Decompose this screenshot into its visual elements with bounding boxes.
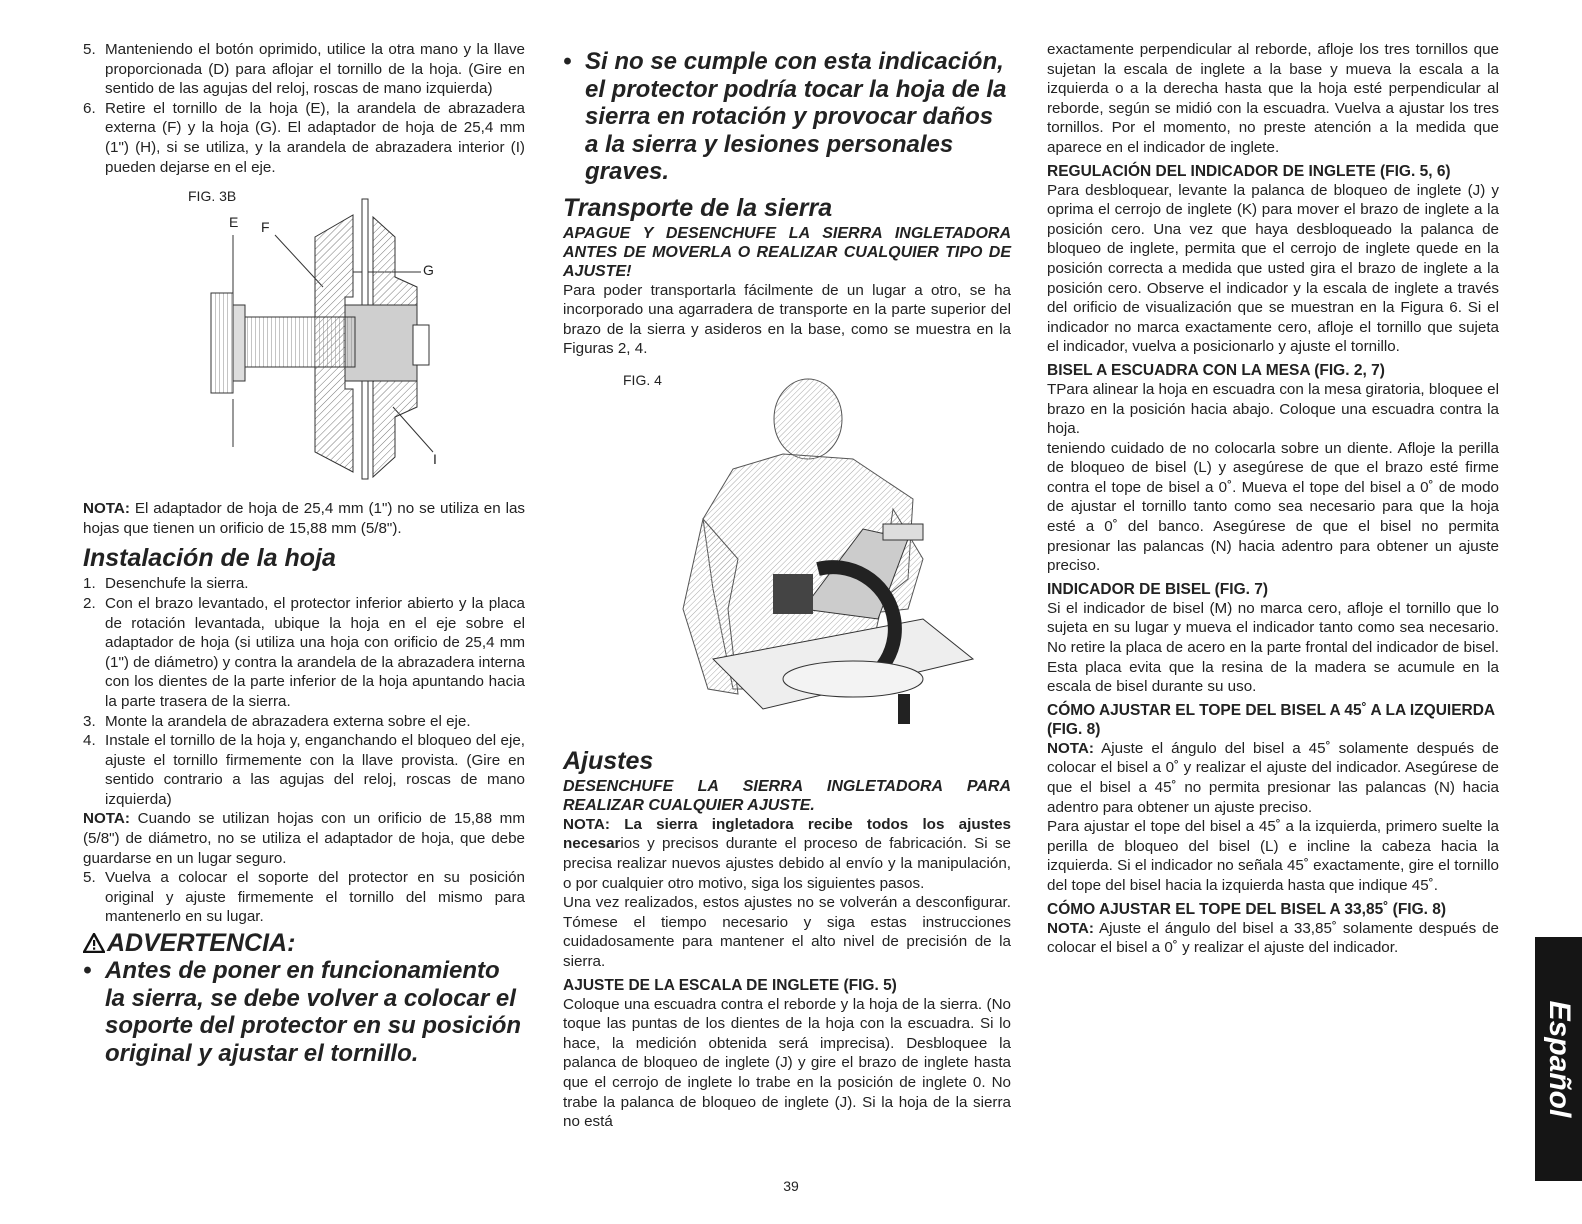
list-number: 2. <box>83 594 96 612</box>
page-number: 39 <box>783 1178 799 1194</box>
warning-text: Si no se cumple con esta indicación, el protector podría tocar la hoja de la sierra en rotación y provocar daños a la sierra y lesiones personales graves. <box>585 48 1007 185</box>
ajustes-caps: DESENCHUFE LA SIERRA INGLETADORA PARA REALIZAR CUALQUIER AJUSTE. <box>563 777 1011 814</box>
list-item <box>83 594 525 712</box>
list-number: 5. <box>83 41 96 58</box>
blade-assembly-diagram <box>83 177 525 499</box>
list-text: Desenchufe la sierra. <box>105 575 249 593</box>
nota-bold: NOTA: La sierra ingletadora recibe todos los ajustes necesar <box>563 815 1011 853</box>
bullet-dot: • <box>83 957 92 985</box>
nota-label: NOTA: <box>1047 739 1094 757</box>
nota-label: NOTA: <box>83 500 130 518</box>
column-right <box>1047 40 1499 958</box>
person-carrying-saw-illustration <box>563 359 1011 753</box>
subheading-tope45: CÓMO AJUSTAR EL TOPE DEL BISEL A 45˚ A LA IZQUIERDA (FIG. 8) <box>1047 701 1495 738</box>
bisel-text-1: TPara alinear la hoja en escuadra con la mesa giratoria, bloquee el brazo en la posición hacia abajo. Coloque una escuadra contra la hoja. <box>1047 380 1499 438</box>
transporte-caps: APAGUE Y DESENCHUFE LA SIERRA INGLETADORA ANTES DE MOVERLA O REALIZAR CUALQUIER TIPO DE AJUSTE! <box>563 224 1011 280</box>
list-number: 5. <box>83 869 96 887</box>
list-number: 1. <box>83 575 96 593</box>
label-i: I <box>433 451 437 468</box>
side-tab-label: Español <box>1542 1000 1576 1118</box>
list-item <box>83 574 525 594</box>
nota-text: Cuando se utilizan hojas con un orificio de 15,88 mm (5/8") de diámetro, no se utiliza el adaptador de hoja, que debe guardarse en un lugar seguro. <box>83 810 525 867</box>
nota-label: NOTA: <box>83 810 130 828</box>
nota-text: El adaptador de hoja de 25,4 mm (1") no se utiliza en las hojas que tienen un orificio de 15,88 mm (5/8"). <box>83 500 525 537</box>
warning-bullet <box>563 48 1011 186</box>
continued-text: exactamente perpendicular al reborde, afloje los tres tornillos que sujetan la escala de inglete a la base y mueva la escala a la izquierda o a la derecha hasta que la hoja esté perpendicular al reborde, según se midió con la escuadra. Vuelva a ajustar los tres tornillos. Por el momento, no preste atención a la medida que aparece en el indicador de inglete. <box>1047 41 1499 156</box>
list-item <box>83 731 525 809</box>
list-text: Monte la arandela de abrazadera externa sobre el eje. <box>105 712 471 730</box>
subheading-bisel: BISEL A ESCUADRA CON LA MESA (FIG. 2, 7) <box>1047 361 1385 379</box>
regulacion-text: Para desbloquear, levante la palanca de bloqueo de inglete (J) y oprima el cerrojo de inglete (K) para mover el brazo de inglete a la posición cero. Una vez que haya desbloqueado la palanca de bloqueo de inglete, permita que el cerrojo de inglete quede en la posición correcta a medida que usted gira el brazo de inglete a la posición cero. Observe el indicador y la escala de inglete a través del orificio de visualización que se muestran en la Figura 6. Si el indicador no marca exactamente cero, afloje el tornillo que sujeta el indicador, vuelva a posicionarlo y ajuste el tornillo. <box>1047 181 1499 356</box>
transporte-text: Para poder transportarla fácilmente de un lugar a otro, se ha incorporado una agarradera de transporte en la parte superior del brazo de la sierra y asideros en la base, como se muestra en la Figuras 2, 4. <box>563 281 1011 358</box>
heading-transporte: Transporte de la sierra <box>563 193 833 222</box>
label-e: E <box>229 214 239 231</box>
indicador-text: Si el indicador de bisel (M) no marca cero, afloje el tornillo que lo sujeta en su lugar y mueva el indicador tanto como sea necesario. No retire la placa de acero en la parte frontal del indicador de bisel. Esta placa evita que la resina de la madera se acumule en la escala de bisel durante su uso. <box>1047 599 1499 696</box>
list-number: 6. <box>83 99 96 117</box>
nota-paragraph <box>83 499 525 538</box>
tope45-nota <box>1047 739 1499 817</box>
figure-4 <box>563 359 1011 753</box>
list-text: Con el brazo levantado, el protector inferior abierto y la placa de rotación levantada, ubique la hoja en el eje sobre el adaptador de hoja (si utiliza una hoja con orificio de 25,4 mm (1") de diámetro) y contra la arandela de la abrazadera interna con los dientes de la parte inferior de la hoja apuntando hacia la parte trasera de la sierra. <box>105 594 525 710</box>
list-text: Vuelva a colocar el soporte del protector en su posición original y ajuste firmemente el tornillo del mismo para mantenerlo en su lugar. <box>105 869 525 926</box>
list-text: Retire el tornillo de la hoja (E), la arandela de abrazadera externa (F) y la hoja (G). El adaptador de hoja de 25,4 mm (1") (H), si se utiliza, y la arandela de abrazadera interior (I) pueden dejarse en el eje. <box>105 99 525 176</box>
column-middle <box>563 40 1011 1132</box>
advertencia-label: ADVERTENCIA: <box>107 929 296 958</box>
column-left <box>83 40 525 1067</box>
warning-bullet <box>83 957 525 1067</box>
heading-instalacion: Instalación de la hoja <box>83 544 336 573</box>
nota-label: NOTA: <box>1047 919 1094 937</box>
figure-title: FIG. 3B <box>188 188 237 205</box>
figure-3b <box>83 177 525 499</box>
heading-ajustes: Ajustes <box>563 746 654 775</box>
label-f: F <box>261 219 270 236</box>
list-item <box>83 40 525 99</box>
list-text: Manteniendo el botón oprimido, utilice la otra mano y la llave proporcionada (D) para aflojar el tornillo de la hoja. (Gire en sentido de las agujas del reloj, roscas de mano izquierda) <box>105 41 525 98</box>
tope33-nota <box>1047 919 1499 958</box>
subheading-tope33: CÓMO AJUSTAR EL TOPE DEL BISEL A 33,85˚ (FIG. 8) <box>1047 900 1447 918</box>
nota-text: Ajuste el ángulo del bisel a 33,85˚ solamente después de colocar el bisel a 0˚ y realizar el ajuste del indicador. <box>1047 919 1499 957</box>
list-number: 3. <box>83 712 96 730</box>
list-item <box>83 99 525 177</box>
warning-triangle-icon <box>83 933 105 953</box>
list-item <box>83 868 525 927</box>
nota-rest: ios y precisos durante el proceso de fabricación. Si se precisa realizar nuevos ajustes debido al envío y la manipulación, o por cualquier otro motivo, siga los siguientes pasos. <box>563 835 1011 892</box>
tope45-text: Para ajustar el tope del bisel a 45˚ a la izquierda, primero suelte la perilla de bloqueo del bisel (L) e incline la cabeza hacia la izquierda. Si el indicador no señala 45˚ exactamente, gire el tornillo del tope del bisel hacia la izquierda hasta que indique 45˚. <box>1047 818 1499 894</box>
list-text: Instale el tornillo de la hoja y, enganchando el bloqueo del eje, ajuste el tornillo firmemente con la llave provista. (Gire en sentido contrario a las agujas del reloj, roscas de mano izquierda) <box>105 732 525 808</box>
list-item <box>83 712 525 732</box>
language-side-tab <box>1535 937 1582 1181</box>
escala-text: Coloque una escuadra contra el reborde y la hoja de la sierra. (No toque las puntas de los dientes de la hoja con la escuadra. Si lo hace, la medición obtenida será imprecisa). Desbloquee la palanca de bloqueo de inglete (J) y gire el brazo de inglete hasta que el cerrojo de inglete lo trabe en la posición de inglete 0. No trabe la palanca de bloqueo de inglete (J). Si la hoja de la sierra no está <box>563 995 1011 1131</box>
nota-paragraph <box>83 809 525 868</box>
subheading-escala: AJUSTE DE LA ESCALA DE INGLETE (FIG. 5) <box>563 976 897 994</box>
ajustes-nota <box>563 815 1011 893</box>
bullet-dot: • <box>563 48 572 75</box>
figure-title: FIG. 4 <box>623 371 662 388</box>
list-number: 4. <box>83 732 96 750</box>
label-g: G <box>423 262 434 279</box>
advertencia-heading <box>83 929 525 957</box>
subheading-indicador: INDICADOR DE BISEL (FIG. 7) <box>1047 580 1269 598</box>
install-steps-list <box>83 574 525 809</box>
subheading-regulacion: REGULACIÓN DEL INDICADOR DE INGLETE (FIG. 5, 6) <box>1047 162 1451 180</box>
nota-text: Ajuste el ángulo del bisel a 45˚ solamente después de colocar el bisel a 0˚ y realizar el ajuste del indicador. Asegúrese de que el bisel a 45˚ no permita presionar las palancas (N) hacia adentro para obtener un ajuste preciso. <box>1047 739 1499 816</box>
warning-text: Antes de poner en funcionamiento la sierra, se debe volver a colocar el soporte del protector en su posición original y ajustar el tornillo. <box>105 957 522 1067</box>
ajustes-paragraph: Una vez realizados, estos ajustes no se volverán a desconfigurar. Tómese el tiempo necesario y siga estas instrucciones cuidadosamente para mantener el alto nivel de precisión de la sierra. <box>563 894 1011 971</box>
bisel-text-2: teniendo cuidado de no colocarla sobre un diente. Afloje la perilla de bloqueo de bisel (L) y asegúrese de que el brazo esté firme contra el tope de bisel a 0˚. Mueva el tope del bisel a 0˚ de modo de ajustar el tornillo tanto como sea necesario para que la hoja esté a 0˚ del banco. Asegúrese de que el bisel no permita presionar las palancas (N) hacia adentro para obtener un ajuste preciso. <box>1047 439 1499 575</box>
